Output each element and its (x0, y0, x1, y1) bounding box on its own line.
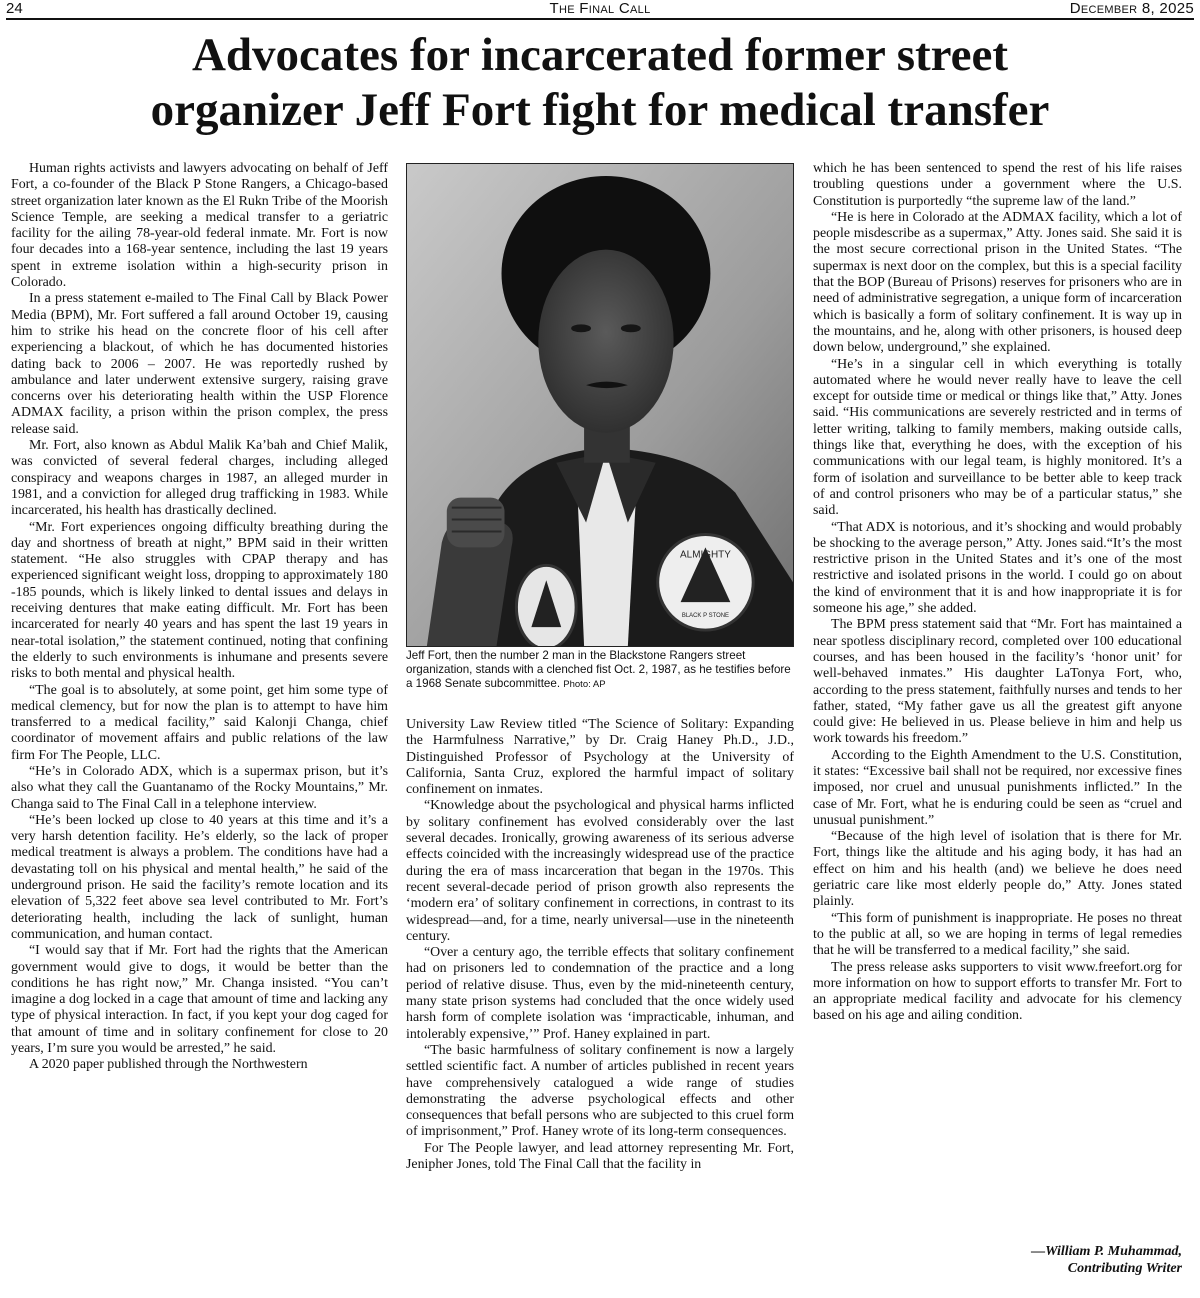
portrait-photo (407, 164, 793, 646)
paragraph: University Law Review titled “The Science of Solitary: Expanding the Harmfulness Narrative,” by Dr. Craig Haney Ph.D., J.D., Distinguished Professor of Psychology at the University of California, Santa Cruz, explored the harmful impact of solitary confinement on inmates. (406, 717, 794, 798)
paragraph: The BPM press statement said that “Mr. Fort has maintained a near spotless disciplinary record, completed over 100 educational courses, and has been housed in the facility’s ‘honor unit’ for well-behaved inmates.” His daughter LaTonya Fort, who, according to the press statement, faithfully nurses and tends to her father, stated, “My father gave us all the greatest gift anyone could give: He believed in us. Please believe in him and help us work towards his freedom.” (813, 617, 1182, 747)
paragraph: The press release asks supporters to visit www.freefort.org for more information on how to support efforts to transfer Mr. Fort to an appropriate medical facility and advocate for his clemency based on his age and ailing condition. (813, 959, 1182, 1024)
almighty-patch-right (658, 534, 754, 630)
paragraph: According to the Eighth Amendment to the U.S. Constitution, it states: “Excessive bail shall not be required, nor excessive fines imposed, nor cruel and unusual punishments inflicted.” In the case of Mr. Fort, what he is enduring could be seen as “cruel and unusual punishment.” (813, 747, 1182, 828)
patch-label: ALMIGHTY (680, 549, 731, 561)
article-column-3 (813, 161, 1182, 1025)
running-head (6, 0, 1194, 20)
paragraph: “He’s in Colorado ADX, which is a supermax prison, but it’s also what they call the Guantanamo of the Rocky Mountains,” Mr. Changa said to The Final Call in a telephone interview. (11, 763, 388, 812)
headline-line-1: Advocates for incarcerated former street (191, 29, 1009, 81)
author-role: Contributing Writer (1067, 1261, 1182, 1276)
author-name: —William P. Muhammad, (1031, 1244, 1182, 1259)
patch-label-2: BLACK P STONE (681, 613, 730, 620)
headline-line-2: organizer Jeff Fort fight for medical transfer (150, 84, 1050, 136)
photo-caption (406, 649, 794, 692)
paragraph: “Over a century ago, the terrible effects that solitary confinement had on prisoners led to condemnation of the practice and a long period of relative disuse. Thus, even by the mid-nineteenth century, many state prison systems had concluded that the once widely used harsh form of complete isolation was ‘impracticable, inhuman, and intolerably expensive,’” Prof. Haney explained in part. (406, 945, 794, 1042)
paragraph: “Mr. Fort experiences ongoing difficulty breathing during the day and shortness of breath at night,” BPM said in their written statement. “He also struggles with CPAP therapy and has experienced significant weight loss, dropping to approximately 180 -185 pounds, which is likely linked to dental issues and delays in receiving dentures that make eating difficult. Mr. Fort has been incarcerated for nearly 40 years and has spent the last 19 years in near-total isolation,” the statement continued, noting that confining the elderly to such environments is inhumane and presents severe risks to both mental and physical health. (11, 519, 388, 682)
paragraph: A 2020 paper published through the Northwestern (29, 1057, 308, 1073)
publication-name: The Final Call (549, 0, 651, 17)
paragraph: For The People lawyer, and lead attorney representing Mr. Fort, Jenipher Jones, told The Final Call that the facility in (406, 1140, 794, 1173)
article-column-1 (11, 161, 388, 1074)
paragraph: “He’s in a singular cell in which everything is totally automated where he would never really have to leave the cell except for outside time or medical or things like that,” Atty. Jones said. “His communications are severely restricted and in terms of letter writing, talking to family members, making outside calls, things like that, everything he does, with the exception of his communications with our legal team, is highly monitored. It’s a form of isolation and surveillance to be better able to keep track of and control prisoners who may be of a particular status,” she said. (813, 356, 1182, 519)
paragraph: Human rights activists and lawyers advocating on behalf of Jeff Fort, a co-founder of the Black P Stone Rangers, a Chicago-based street organization later known as the El Rukn Tribe of the Moorish Science Temple, are seeking a medical transfer to a geriatric facility for the ailing 78-year-old federal inmate. Mr. Fort is now four decades into a 168-year sentence, including the last 19 years spent in extreme isolation within a high-security prison in Colorado. (11, 161, 388, 291)
news-photo (406, 163, 794, 647)
page-number: 24 (6, 0, 23, 17)
paragraph: “Knowledge about the psychological and physical harms inflicted by solitary confinement has evolved considerably over the last several decades. Ironically, growing awareness of its serious adverse effects coincided with the increasingly widespread use of the practice during the era of mass incarceration that began in the 1970s. This recent several-decade period of prison growth also represents the ‘modern era’ of solitary confinement in corrections, in contrast to its widespread—and, for a time, nearly universal—use in the nineteenth century. (406, 798, 794, 944)
paragraph: In a press statement e-mailed to The Final Call by Black Power Media (BPM), Mr. Fort suffered a fall around October 19, causing him to strike his head on the concrete floor of his cell after experiencing a blackout, of which he has documented histories dating back to 2006 – 2007. He was reportedly rushed by ambulance and later underwent extensive surgery, raising grave concerns over his deteriorating health within the USP Florence ADMAX facility, a prison within the prison complex, the press release said. (11, 291, 388, 437)
paragraph: “I would say that if Mr. Fort had the rights that the American government would give to dogs, it would be better than the conditions he has right now,” Mr. Changa insisted. “You can’t imagine a dog locked in a cage that amount of time and lacking any type of physical interaction. In fact, if you kept your dog caged for that amount of time and in solitary confinement for close to 20 years, I’m sure you would be arrested,” he said. (11, 943, 388, 1057)
caption-text: Jeff Fort, then the number 2 man in the Blackstone Rangers street organization, stands with a clenched fist Oct. 2, 1987, as he testifies before a 1968 Senate subcommittee. (406, 649, 791, 690)
paragraph: “He is here in Colorado at the ADMAX facility, which a lot of people misdescribe as a supermax,” Atty. Jones said. She said it is the most secure correctional prison in the United States. “The supermax is next door on the complex, but this is a special facility that the BOP (Bureau of Prisons) reserves for prisoners who are in need of administrative segregation, a unique form of incarceration which is basically a form of solitary confinement. It is way up in the mountains, and he, along with other prisoners, is housed deep down below, underground,” she explained. (813, 209, 1182, 356)
issue-date: December 8, 2025 (1069, 0, 1194, 17)
paragraph: “Because of the high level of isolation that is there for Mr. Fort, things like the altitude and his aging body, it has had an effect on him and his health (and) we believe he does need geriatric care like most elderly people do,” Atty. Jones stated plainly. (813, 829, 1182, 910)
paragraph: Mr. Fort, also known as Abdul Malik Ka’bah and Chief Malik, was convicted of several federal charges, including alleged conspiracy and weapons charges in 1987, an alleged murder in 1981, and a conviction for alleged drug trafficking in 1983. While incarcerated, his health has drastically declined. (11, 438, 388, 519)
byline (1031, 1243, 1182, 1277)
paragraph: “This form of punishment is inappropriate. He poses no threat to the public at all, so we are hoping in terms of legal remedies that he will be transferred to a medical facility,” she said. (813, 910, 1182, 959)
paragraph: which he has been sentenced to spend the rest of his life raises troubling questions under a government where the U.S. Constitution is purportedly “the supreme law of the land.” (813, 161, 1182, 209)
almighty-patch-left (516, 565, 576, 646)
photo-credit: Photo: AP (563, 679, 606, 690)
paragraph: “The basic harmfulness of solitary confinement is now a largely settled scientific fact. A number of articles published in recent years have comprehensively catalogued a wide range of studies demonstrating the adverse psychological effects and other consequences that befall persons who are subjected to this cruel form of imprisonment,” Prof. Haney wrote of its long-term consequences. (406, 1042, 794, 1140)
paragraph: “He’s been locked up close to 40 years at this time and it’s a very harsh detention facility. He’s elderly, so the lack of proper medical treatment is always a problem. The conditions have had a devastating toll on his physical and mental health,” he said of the underground prison. He said the facility’s remote location and its elevation of 5,322 feet above sea level contributed to Mr. Fort’s deteriorating health, including the lack of sunlight, human communication, and human contact. (11, 812, 388, 942)
paragraph: “The goal is to absolutely, at some point, get him some type of medical clemency, but for now the plan is to attempt to have him transferred to a medical facility,” said Kalonji Changa, chief coordinator of movement affairs and public relations of the law firm For The People, LLC. (11, 682, 388, 763)
article-headline (0, 28, 1200, 138)
paragraph: “That ADX is notorious, and it’s shocking and would probably be shocking to the average person,” Atty. Jones said.“It’s the most restrictive prison in the United States and it’s one of the most restrictive and isolated prisons in the world. I could go on about the kind of environment that it is and how inappropriate it is for someone his age,” she added. (813, 519, 1182, 617)
article-column-2 (406, 717, 794, 1173)
